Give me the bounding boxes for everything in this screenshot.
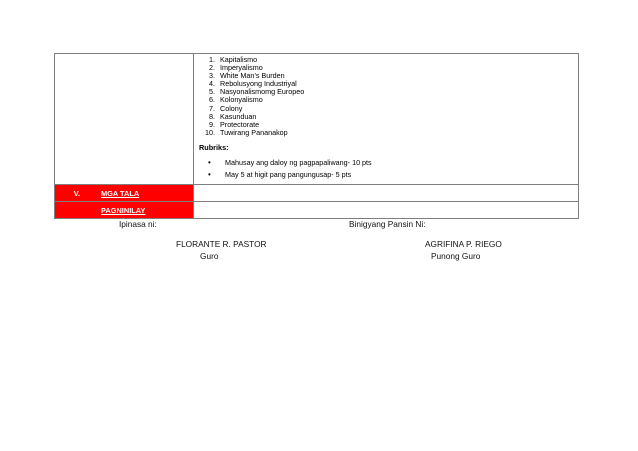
bullet-icon: • <box>208 157 211 167</box>
mga-tala-label: MGA TALA <box>101 188 140 198</box>
term-text: Tuwirang Pananakop <box>220 127 288 137</box>
term-text: Rebolusyong Industriyal <box>220 79 297 89</box>
term-text: Kolonyalismo <box>220 95 263 105</box>
term-number: 3. <box>209 71 215 81</box>
term-text: Nasyonalismomg Europeo <box>220 87 305 97</box>
term-number: 7. <box>209 103 215 113</box>
prepared-by-label: Ipinasa ni: <box>119 219 157 229</box>
pagninilay-row <box>55 201 578 218</box>
activity-content-cell <box>194 54 578 184</box>
noted-by-name: AGRIFINA P. RIEGO <box>425 239 502 249</box>
activity-row <box>55 54 578 184</box>
rubriks-item-text: May 5 at higit pang pangungusap- 5 pts <box>225 169 352 179</box>
mga-tala-label-cell <box>55 185 194 201</box>
pagninilay-label-cell <box>55 202 194 218</box>
term-number: 4. <box>209 79 215 89</box>
rubriks-list <box>199 157 578 181</box>
rubriks-title: Rubriks: <box>199 142 229 152</box>
term-number: 5. <box>209 87 215 97</box>
term-number: 1. <box>209 55 215 64</box>
term-number: 9. <box>209 119 215 129</box>
term-text: Kasunduan <box>220 111 257 121</box>
term-list-item <box>199 96 578 104</box>
mga-tala-content-cell[interactable] <box>194 185 578 201</box>
term-text: Colony <box>220 103 243 113</box>
rubriks-item <box>199 157 578 169</box>
term-number: 10. <box>205 127 215 137</box>
prepared-by-name: FLORANTE R. PASTOR <box>176 239 267 249</box>
lesson-table <box>54 53 579 219</box>
rubriks-item <box>199 169 578 181</box>
term-text: Kapitalismo <box>220 55 258 64</box>
term-list <box>199 56 578 137</box>
rubriks-item-text: Mahusay ang daloy ng pagpapaliwang- 10 pts <box>225 157 372 167</box>
pagninilay-label: PAGNINILAY <box>101 205 146 215</box>
term-text: Imperyalismo <box>220 63 263 73</box>
noted-by-title: Punong Guro <box>431 251 481 261</box>
bullet-icon: • <box>208 169 211 179</box>
activity-row-label-cell <box>55 54 194 184</box>
term-number: 2. <box>209 63 215 73</box>
term-text: Protectorate <box>220 119 260 129</box>
term-number: 6. <box>209 95 215 105</box>
mga-tala-row <box>55 184 578 201</box>
term-text: White Man’s Burden <box>220 71 285 81</box>
term-number: 8. <box>209 111 215 121</box>
term-list-item <box>199 129 578 137</box>
pagninilay-content-cell[interactable] <box>194 202 578 218</box>
section-number: V. <box>73 188 80 198</box>
noted-by-label: Binigyang Pansin Ni: <box>349 219 426 229</box>
prepared-by-title: Guro <box>200 251 219 261</box>
